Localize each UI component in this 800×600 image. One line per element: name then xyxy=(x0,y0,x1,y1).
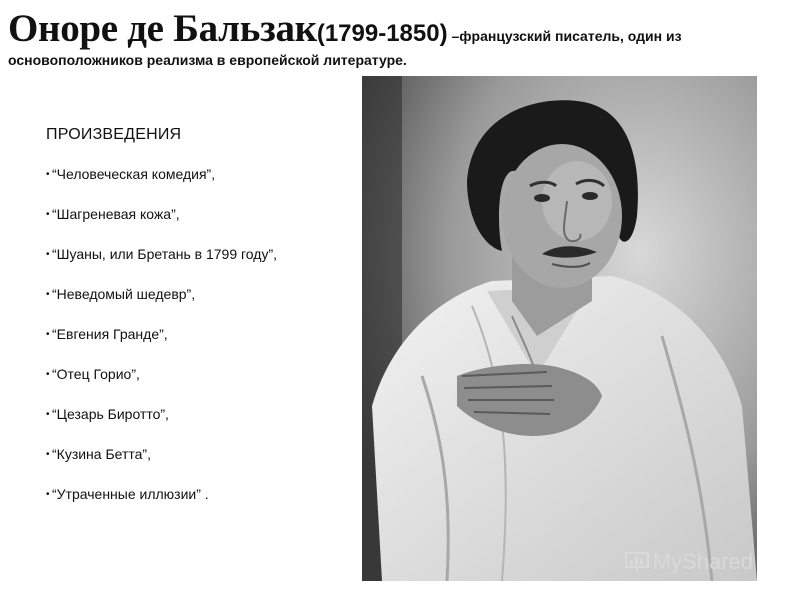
work-item: • “Цезарь Биротто”, xyxy=(46,407,286,422)
watermark-text: MyShared xyxy=(652,549,753,574)
works-list xyxy=(46,167,286,502)
author-name: Оноре де Бальзак xyxy=(8,7,317,50)
work-item: • “Неведомый шедевр”, xyxy=(46,287,286,302)
work-item: • “Человеческая комедия”, xyxy=(46,167,286,182)
author-description: –французский писатель, один из xyxy=(447,28,682,44)
work-item: • “Кузина Бетта”, xyxy=(46,447,286,462)
watermark xyxy=(625,549,753,575)
author-portrait xyxy=(362,76,757,581)
work-item: • “Шагреневая кожа”, xyxy=(46,207,286,222)
work-item: • “Утраченные иллюзии” . xyxy=(46,487,286,502)
presentation-icon xyxy=(625,552,649,572)
work-item: • “Шуаны, или Бретань в 1799 году”, xyxy=(46,247,286,262)
work-item: • “Евгения Гранде”, xyxy=(46,327,286,342)
author-years: (1799-1850) xyxy=(316,20,448,47)
author-description-continued: основоположников реализма в европейской литературе. xyxy=(8,52,407,68)
work-item: • “Отец Горио”, xyxy=(46,367,286,382)
works-heading: ПРОИЗВЕДЕНИЯ xyxy=(46,126,182,143)
works-section xyxy=(46,126,286,527)
